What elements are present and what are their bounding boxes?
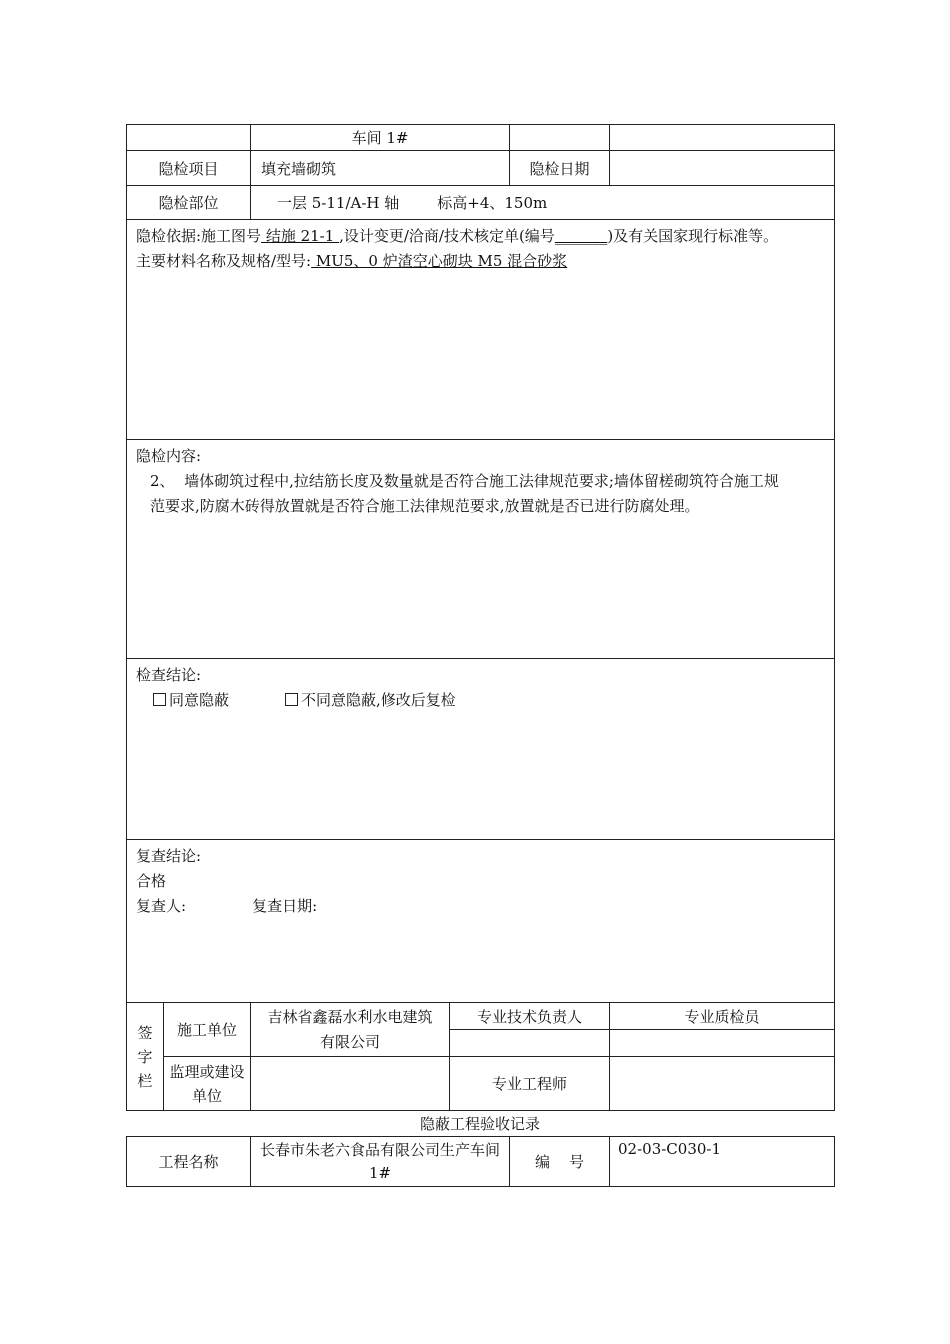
location-value-cell — [251, 186, 835, 220]
project-name-value: 长春市朱老六食品有限公司生产车间 1# — [251, 1137, 510, 1187]
project-name-label: 工程名称 — [127, 1137, 251, 1187]
number-label: 编 号 — [510, 1137, 610, 1187]
construction-unit-label: 施工单位 — [164, 1003, 251, 1057]
basis-block — [127, 220, 835, 440]
agree-checkbox[interactable] — [153, 693, 166, 706]
date-label: 隐检日期 — [510, 151, 610, 186]
content-item-no: 2、 — [150, 472, 175, 490]
material-line: 主要材料名称及规格/型号: MU5、0 炉渣空心砌块 M5 混合砂浆 — [136, 252, 568, 270]
content-block — [127, 440, 835, 659]
top-row-cell-1 — [127, 125, 251, 151]
disagree-label: 不同意隐蔽,修改后复检 — [301, 691, 456, 709]
change-number: _______ — [554, 227, 608, 245]
supervision-sign — [251, 1057, 450, 1111]
item-label: 隐检项目 — [127, 151, 251, 186]
supervision-label: 监理或建设单位 — [164, 1057, 251, 1111]
location-value: 一层 5-11/A-H 轴 — [277, 194, 400, 212]
location-label: 隐检部位 — [127, 186, 251, 220]
review-result: 合格 — [136, 872, 167, 890]
conclusion-title: 检查结论: — [136, 666, 202, 684]
project-header-table — [126, 1136, 835, 1187]
content-line-2: 范要求,防腐木砖得放置就是否符合施工法律规范要求,放置就是否已进行防腐处理。 — [150, 497, 700, 515]
review-title: 复查结论: — [136, 847, 202, 865]
material-value: MU5、0 炉渣空心砌块 M5 混合砂浆 — [311, 252, 568, 270]
date-value — [610, 151, 835, 186]
inspection-table — [126, 124, 835, 1111]
review-date-label: 复查日期: — [252, 897, 318, 915]
review-block — [127, 840, 835, 1003]
agree-label: 同意隐蔽 — [169, 691, 230, 709]
quality-inspector-label: 专业质检员 — [610, 1003, 835, 1030]
quality-inspector-sign — [610, 1030, 835, 1057]
review-signers — [136, 894, 825, 919]
conclusion-block — [127, 659, 835, 840]
number-value: 02-03-C030-1 — [610, 1137, 835, 1187]
elevation-value: 标高+4、150m — [437, 194, 548, 212]
top-row-cell-3 — [510, 125, 610, 151]
engineer-label: 专业工程师 — [450, 1057, 610, 1111]
conclusion-options — [136, 688, 825, 713]
basis-line: 隐检依据:施工图号 结施 21-1 ,设计变更/洽商/技术核定单(编号_______)及有关国家现行标准等。 — [136, 227, 779, 245]
reviewer-label: 复查人: — [136, 897, 187, 915]
disagree-checkbox[interactable] — [285, 693, 298, 706]
content-line-1: 墙体砌筑过程中,拉结筋长度及数量就是否符合施工法律规范要求;墙体留槎砌筑符合施工规 — [184, 472, 779, 490]
content-title: 隐检内容: — [136, 447, 202, 465]
signature-column-label: 签 字 栏 — [127, 1003, 164, 1111]
top-row-cell-4 — [610, 125, 835, 151]
tech-leader-label: 专业技术负责人 — [450, 1003, 610, 1030]
engineer-sign — [610, 1057, 835, 1111]
top-row-workshop: 车间 1# — [251, 125, 510, 151]
tech-leader-sign — [450, 1030, 610, 1057]
document-title: 隐蔽工程验收记录 — [419, 1115, 540, 1133]
drawing-number: 结施 21-1 — [261, 227, 340, 245]
content-item — [136, 469, 825, 494]
construction-unit-name: 吉林省鑫磊水利水电建筑有限公司 — [251, 1003, 450, 1057]
item-value: 填充墙砌筑 — [251, 151, 510, 186]
